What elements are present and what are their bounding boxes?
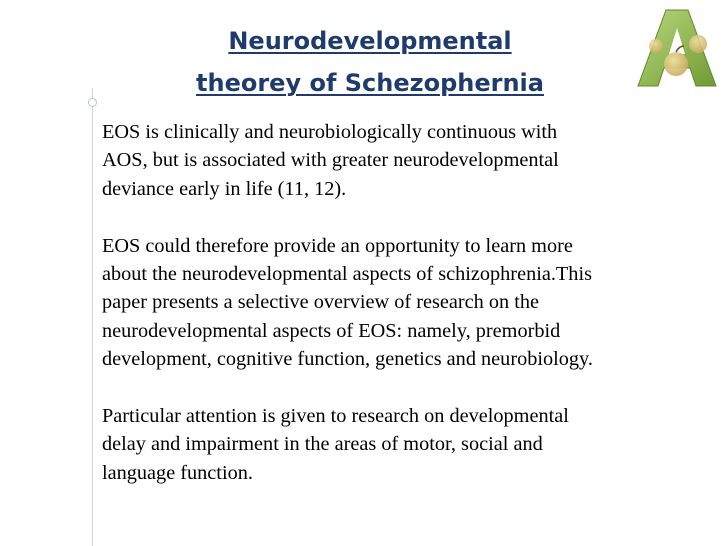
left-divider-line bbox=[92, 88, 93, 546]
paragraph-2: EOS could therefore provide an opportunity to learn more about the neurodevelopmental aspects of schizophrenia.This paper presents a selective overview of research on the neurodevelopmental aspects of EOS: namely, premorbid development, cognitive function, genetics and neurobiology. bbox=[102, 234, 593, 371]
letter-a-apple-logo-icon bbox=[636, 6, 718, 90]
bullet-ring-icon bbox=[88, 98, 97, 107]
slide-title bbox=[150, 20, 590, 104]
title-line-2: theorey of Schezophernia bbox=[196, 69, 544, 97]
paragraph-3: Particular attention is given to research on developmental delay and impairment in the areas of motor, social and language function. bbox=[102, 405, 569, 484]
title-line-1: Neurodevelopmental bbox=[228, 27, 512, 55]
paragraph-1: EOS is clinically and neurobiologically continuous with AOS, but is associated with greater neurodevelopmental deviance early in life (11, 12). bbox=[102, 121, 559, 200]
slide-body bbox=[102, 118, 722, 487]
